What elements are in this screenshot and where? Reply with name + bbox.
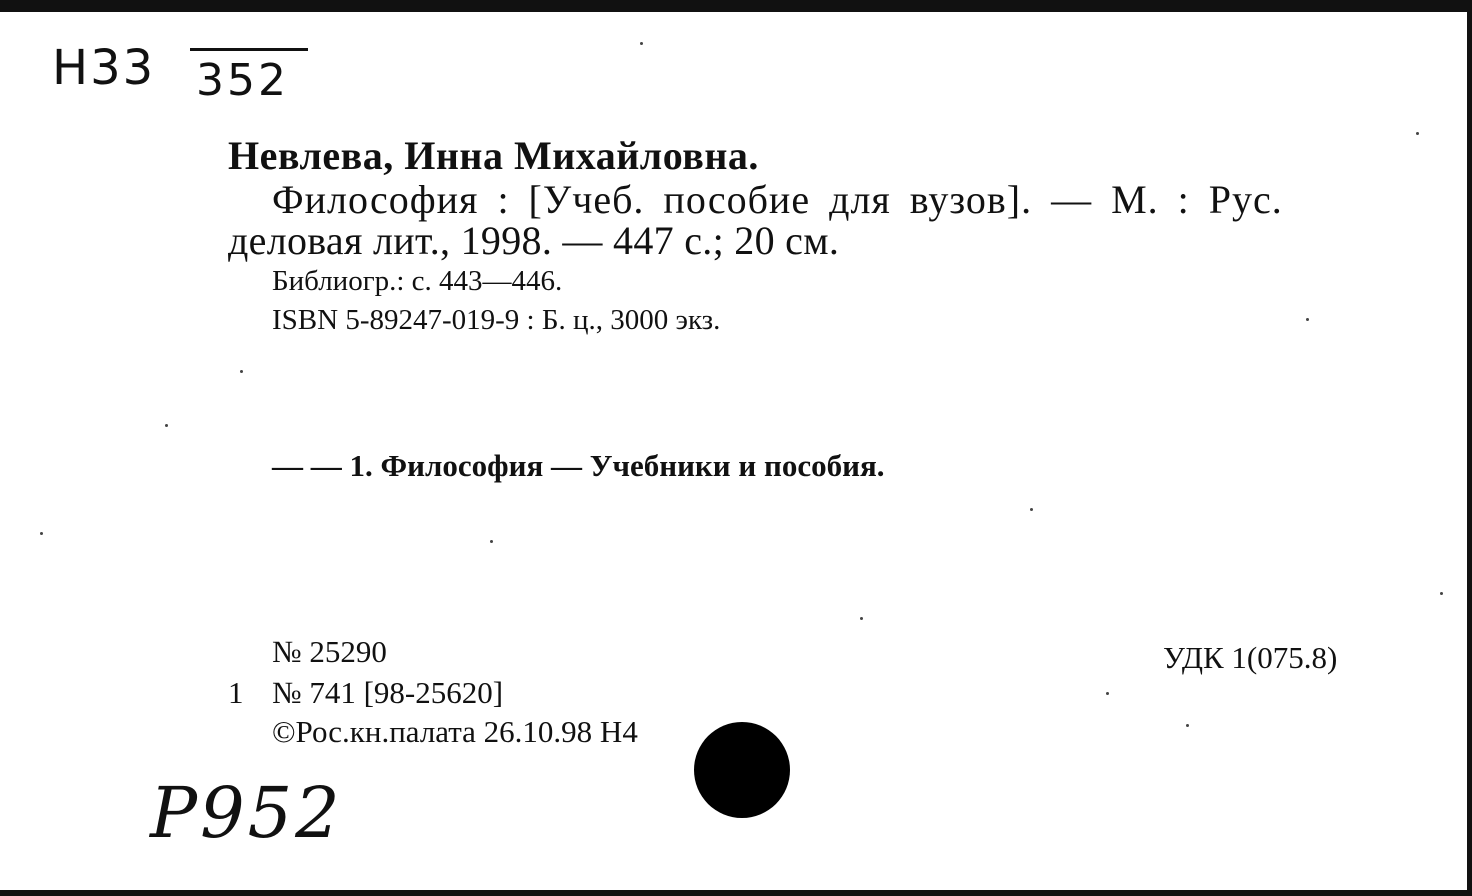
handwritten-shelf-mark: Н33 bbox=[52, 40, 156, 96]
paper-speck bbox=[1306, 318, 1309, 321]
paper-speck bbox=[165, 424, 168, 427]
author-heading: Невлева, Инна Михайловна. bbox=[228, 133, 759, 178]
paper-speck bbox=[1440, 592, 1443, 595]
subject-heading: — — 1. Философия — Учебники и пособия. bbox=[272, 448, 885, 483]
imprint-statement: деловая лит., 1998. — 447 с.; 20 см. bbox=[228, 218, 840, 263]
bibliography-note: Библиогр.: с. 443—446. bbox=[272, 265, 563, 297]
copy-count: 1 bbox=[228, 675, 244, 710]
paper-speck bbox=[640, 42, 643, 45]
paper-speck bbox=[240, 370, 243, 373]
card-number: № 741 [98-25620] bbox=[272, 675, 504, 710]
handwritten-author-sign-text: 352 bbox=[196, 55, 289, 106]
paper-speck bbox=[860, 617, 863, 620]
paper-speck bbox=[1106, 692, 1109, 695]
paper-speck bbox=[490, 540, 493, 543]
handwritten-author-sign bbox=[190, 48, 308, 106]
paper-speck bbox=[1030, 508, 1033, 511]
isbn-line: ISBN 5-89247-019-9 : Б. ц., 3000 экз. bbox=[272, 304, 721, 336]
handwritten-inventory-number: Р952 bbox=[150, 772, 343, 854]
punch-hole bbox=[694, 722, 790, 818]
paper-speck bbox=[1416, 132, 1419, 135]
title-statement: Философия : [Учеб. пособие для вузов]. — М. : Рус. bbox=[272, 177, 1283, 222]
paper-speck bbox=[1186, 724, 1189, 727]
copyright-line: ©Рос.кн.палата 26.10.98 Н4 bbox=[272, 714, 638, 749]
paper-speck bbox=[40, 532, 43, 535]
udk-classification: УДК 1(075.8) bbox=[1163, 640, 1338, 675]
registration-number: № 25290 bbox=[272, 634, 387, 669]
